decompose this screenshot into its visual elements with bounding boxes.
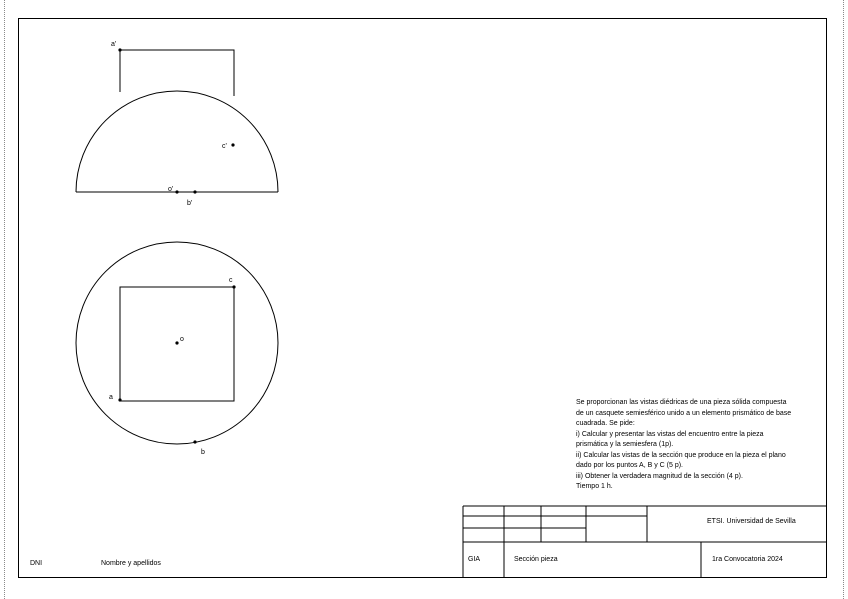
label-o-elevation: o' — [168, 186, 174, 193]
label-c-elevation: c' — [222, 143, 227, 150]
point-o-elevation — [175, 190, 178, 193]
point-c-plan — [232, 285, 235, 288]
point-b-plan — [193, 440, 196, 443]
statement-line: cuadrada. Se pide: — [576, 420, 635, 427]
label-b-plan: b — [201, 449, 205, 456]
point-c-elevation — [231, 143, 234, 146]
elevation-points — [118, 48, 234, 193]
institution-name: ETSI. Universidad de Sevilla — [707, 518, 796, 525]
exam-session: 1ra Convocatoria 2024 — [712, 556, 783, 563]
degree-code: GIA — [468, 556, 481, 563]
label-b-elevation: b' — [187, 200, 193, 207]
statement-line: iii) Obtener la verdadera magnitud de la sección (4 p). — [576, 472, 743, 480]
statement-line: i) Calcular y presentar las vistas del encuentro entre la pieza — [576, 430, 764, 438]
label-a-plan: a — [109, 394, 113, 401]
point-o-plan — [175, 341, 178, 344]
prism-elevation-outline — [120, 50, 234, 96]
point-a-elevation — [118, 48, 121, 51]
hemisphere-elevation-arc — [76, 91, 278, 192]
point-a-plan — [118, 398, 121, 401]
title-block — [463, 506, 827, 578]
statement-line: Tiempo 1 h. — [576, 483, 613, 490]
name-label: Nombre y apellidos — [101, 560, 161, 567]
label-c-plan: c — [229, 277, 233, 284]
point-b-elevation — [193, 190, 196, 193]
statement-line: prismática y la semiesfera (1p). — [576, 441, 674, 448]
label-a-elevation: a' — [111, 41, 117, 48]
drawing-title: Sección pieza — [514, 556, 558, 563]
problem-statement — [576, 398, 821, 493]
statement-line: de un casquete semiesférico unido a un elemento prismático de base — [576, 409, 792, 417]
statement-line: dado por los puntos A, B y C (5 p). — [576, 462, 684, 469]
statement-line: ii) Calcular las vistas de la sección que produce en la pieza el plano — [576, 451, 786, 459]
label-o-plan: o — [180, 336, 184, 343]
statement-line: Se proporcionan las vistas diédricas de una pieza sólida compuesta — [576, 399, 787, 406]
plan-points — [118, 285, 235, 443]
dni-label: DNI — [30, 560, 43, 567]
elevation-view — [76, 50, 278, 192]
